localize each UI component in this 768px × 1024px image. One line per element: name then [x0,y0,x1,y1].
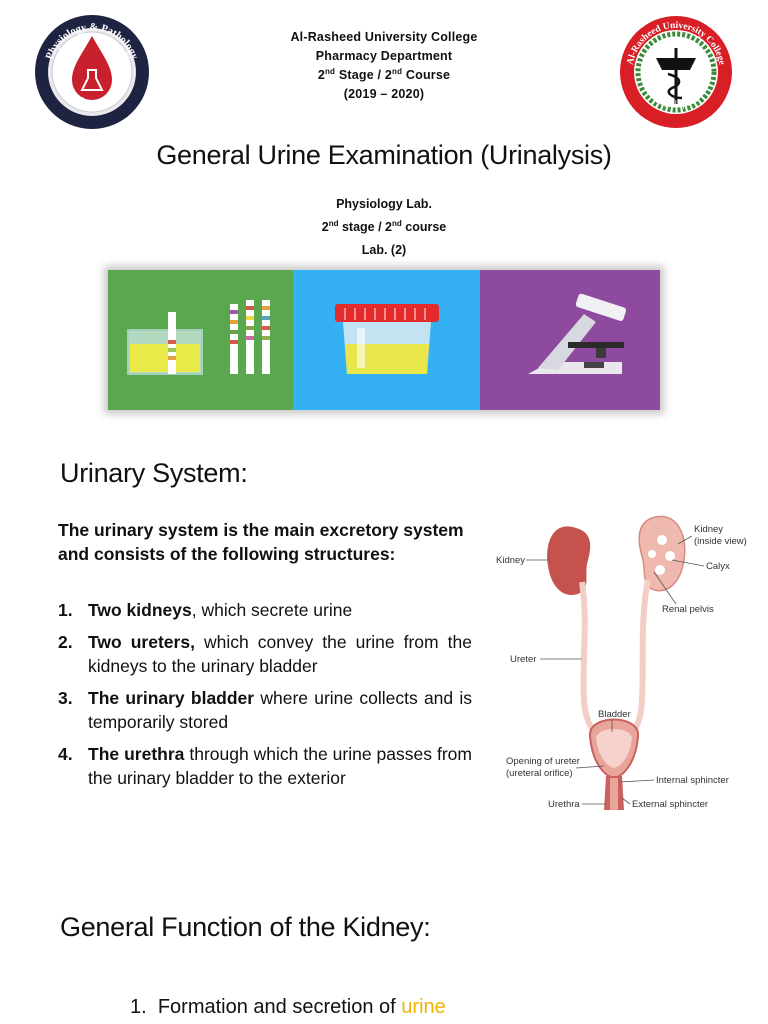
banner-panel-sample-cup [293,270,480,410]
svg-text:External sphincter: External sphincter [632,799,709,810]
right-kidney-shape [639,516,685,590]
institution-header [230,28,538,104]
list-item-text: Formation and secretion of [157,996,402,1018]
highlighted-term: urine [401,996,446,1018]
department-name: Pharmacy Department [315,49,453,63]
svg-text:Ureter: Ureter [510,654,537,665]
urinary-structures-list [58,598,472,798]
urinary-system-heading: Urinary System: [60,458,248,488]
svg-text:Bladder: Bladder [598,709,631,720]
svg-text:(ureteral orifice): (ureteral orifice) [506,768,573,779]
list-item: 2. Two ureters, which convey the urine from the kidneys to the urinary bladder [58,632,472,676]
list-item: 3. The urinary bladder where urine collects and is temporarily stored [58,688,473,732]
svg-text:Internal sphincter: Internal sphincter [656,775,729,786]
svg-text:Calyx: Calyx [706,561,730,572]
svg-text:Opening of ureter: Opening of ureter [506,756,580,767]
institution-name: Al-Rasheed University College [290,30,478,44]
svg-text:Kidney: Kidney [694,524,724,535]
urine-sample-cup-icon [293,270,480,410]
urinary-system-intro: The urinary system is the main excretory system and consists of the following structures: [58,520,464,564]
urinalysis-banner [108,270,660,410]
svg-text:Renal pelvis: Renal pelvis [662,604,714,615]
kidney-function-heading: General Function of the Kidney: [60,912,431,942]
svg-text:(inside view): (inside view) [694,536,747,547]
list-item: 1. Two kidneys, which secrete urine [58,600,353,620]
lab-number: Lab. (2) [361,243,407,257]
document-title: General Urine Examination (Urinalysis) [156,140,612,170]
academic-years: (2019 – 2020) [343,87,425,101]
urinary-system-diagram [492,500,750,822]
pharmacy-department-logo [616,12,736,132]
svg-text:Physiology & Pathology: Physiology & Pathology [44,21,140,62]
list-item: 4. The urethra through which the urine passes from the urinary bladder to the exterior [58,744,472,788]
list-item-number: 1. [130,996,147,1018]
lab-name: Physiology Lab. [336,197,432,211]
lab-stage-course: 2nd stage / 2nd course [321,218,447,234]
kidney-function-list [130,996,446,1019]
banner-panel-dipstick [108,270,293,410]
microscope-icon [480,270,660,410]
svg-text:Urethra: Urethra [548,799,580,810]
stage-course: 2nd Stage / 2nd Course [317,66,451,82]
banner-panel-microscope [480,270,660,410]
svg-text:قسم الصيدلة: قسم الصيدلة [651,94,701,111]
svg-text:Al-Rasheed University College: Al-Rasheed University College [625,20,727,66]
svg-text:Laboratory: Laboratory [68,92,116,109]
svg-text:Kidney: Kidney [496,555,526,566]
physiology-pathology-lab-logo [32,12,152,132]
lab-info [234,193,534,262]
urine-dipstick-icon [108,270,293,410]
